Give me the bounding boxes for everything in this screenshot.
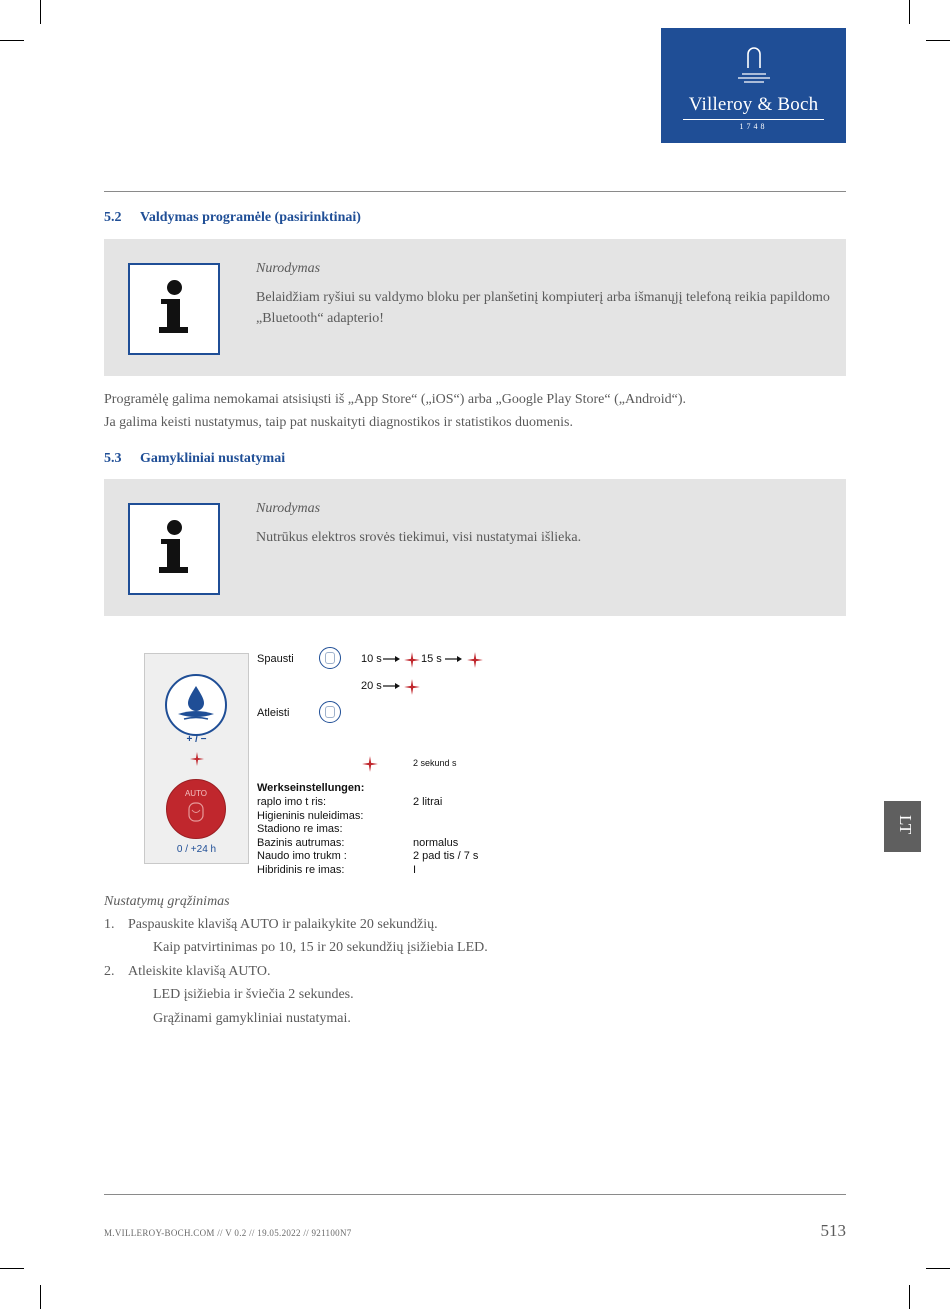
crop-mark <box>0 40 24 41</box>
auto-button <box>166 779 226 839</box>
footer-info: M.VILLEROY-BOCH.COM // V 0.2 // 19.05.2022 // 921100N7 <box>104 1228 352 1238</box>
brand-logo <box>661 28 846 143</box>
led-icon <box>466 651 484 669</box>
language-tab <box>884 801 921 852</box>
settings-row <box>257 850 479 864</box>
brand-name: Villeroy & Boch <box>688 94 819 115</box>
step-number: 1. <box>104 917 115 932</box>
led-icon <box>403 651 421 669</box>
step-subtext: Kaip patvirtinimas po 10, 15 ir 20 sekundžių įsižiebia LED. <box>153 940 488 955</box>
paragraph-line: Ja galima keisti nustatymus, taip pat nuskaityti diagnostikos ir statistikos duomenis. <box>104 415 573 430</box>
header-rule <box>104 191 846 192</box>
setting-label: Hibridinis re imas: <box>257 863 345 876</box>
settings-row <box>257 836 459 851</box>
settings-row <box>257 823 363 837</box>
setting-label: raplo imo t ris: <box>257 796 327 808</box>
arrow-right-icon <box>445 652 463 666</box>
note-box <box>104 479 846 616</box>
section-title: Valdymas programėle (pasirinktinai) <box>140 210 361 225</box>
step-subtext: Grąžinami gamykliniai nustatymai. <box>153 1011 351 1026</box>
app-paragraph <box>104 388 846 434</box>
brand-divider <box>683 119 824 120</box>
crop-mark <box>909 0 910 24</box>
setting-value: normalus <box>413 836 459 849</box>
footer-rule <box>104 1194 846 1195</box>
section-number: 5.2 <box>104 210 122 225</box>
note-heading: Nurodymas <box>256 261 321 276</box>
reset-heading: Nustatymų grąžinimas <box>104 894 230 909</box>
arch-icon <box>734 44 774 90</box>
water-drop-icon <box>174 682 218 726</box>
brand-year: 1748 <box>739 122 768 131</box>
step-text: Atleiskite klavišą AUTO. <box>128 964 271 979</box>
section-heading-5-2 <box>104 210 361 226</box>
led-icon <box>361 755 379 773</box>
settings-row <box>257 863 417 878</box>
settings-title: Werkseinstellungen: <box>257 782 365 794</box>
press-label: Spausti <box>257 653 294 665</box>
crop-mark <box>909 1285 910 1309</box>
step-subtext: LED įsižiebia ir šviečia 2 sekundes. <box>153 987 354 1002</box>
release-label: Atleisti <box>257 707 290 719</box>
time-10s: 10 s <box>361 653 382 665</box>
note-text: Belaidžiam ryšiui su valdymo bloku per planšetinį kompiuterį arba išmanųjį telefoną reikia papildomo „Bluetooth“ adapterio! <box>256 290 830 326</box>
setting-value: 2 pad tis / 7 s <box>413 850 479 862</box>
note-box <box>104 239 846 376</box>
setting-value: I <box>413 863 417 876</box>
section-number: 5.3 <box>104 451 122 466</box>
crop-mark <box>926 40 950 41</box>
setting-value: 2 litrai <box>413 796 443 808</box>
control-panel <box>144 653 249 864</box>
section-title: Gamykliniai nustatymai <box>140 451 286 466</box>
arrow-right-icon <box>383 652 401 666</box>
setting-label: Bazinis autrumas: <box>257 836 345 849</box>
paragraph-line: Programėlę galima nemokamai atsisiųsti iš „App Store“ („iOS“) arba „Google Play Store“ („Android“). <box>104 392 686 407</box>
settings-table <box>257 796 479 877</box>
time-20s: 20 s <box>361 680 382 692</box>
plus-minus-label: + / − <box>186 734 207 745</box>
setting-label: Naudo imo trukm : <box>257 850 347 862</box>
crop-mark <box>0 1268 24 1269</box>
info-icon <box>128 503 220 595</box>
setting-label: Stadiono re imas: <box>257 823 343 835</box>
timer-label: 0 / +24 h <box>176 844 217 855</box>
step-number: 2. <box>104 964 115 979</box>
arrow-right-icon <box>383 679 401 693</box>
setting-label: Higieninis nuleidimas: <box>257 809 364 822</box>
crop-mark <box>40 1285 41 1309</box>
auto-button-icon <box>319 647 341 669</box>
settings-row <box>257 796 443 810</box>
sensor-icon <box>185 801 207 825</box>
note-text: Nutrūkus elektros srovės tiekimui, visi nustatymai išlieka. <box>256 530 582 545</box>
flush-button <box>165 674 227 736</box>
time-15s: 15 s <box>421 653 442 665</box>
crop-mark <box>926 1268 950 1269</box>
crop-mark <box>40 0 41 24</box>
auto-label: AUTO <box>184 789 208 798</box>
settings-row <box>257 810 363 824</box>
section-heading-5-3 <box>104 451 285 467</box>
two-seconds-label: 2 sekund s <box>413 758 457 768</box>
led-icon <box>403 678 421 696</box>
info-icon <box>128 263 220 355</box>
page-number: 513 <box>820 1221 846 1240</box>
step-text: Paspauskite klavišą AUTO ir palaikykite 20 sekundžių. <box>128 917 438 932</box>
language-tab-label: LT <box>896 815 915 835</box>
auto-button-icon <box>319 701 341 723</box>
led-icon <box>189 751 205 767</box>
note-heading: Nurodymas <box>256 501 321 516</box>
